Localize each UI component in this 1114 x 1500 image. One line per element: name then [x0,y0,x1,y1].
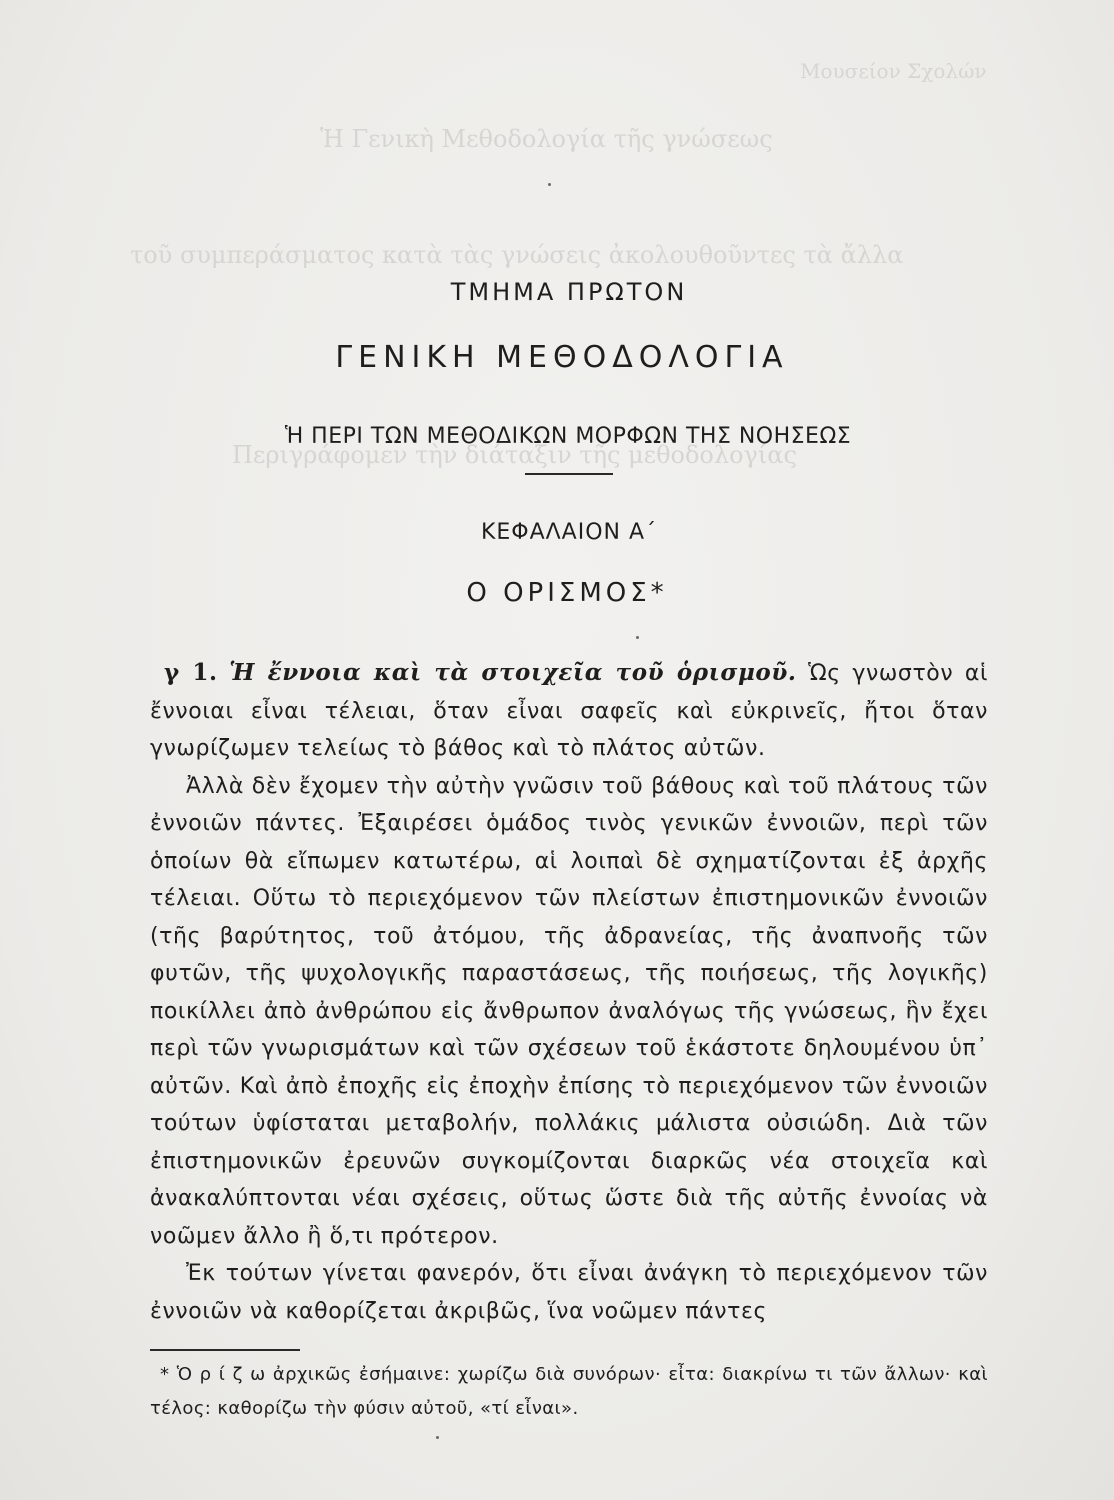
chapter-label: ΚΕΦΑΛΑΙΟΝ Α΄ [480,520,658,545]
speck [436,1436,439,1439]
section-number: γ 1. [164,659,218,686]
bleed-through-line: Μουσείον Σχολών [800,59,987,83]
speck [636,636,639,639]
paragraph: Ἐκ τούτων γίνεται φανερόν, ὅτι εἶναι ἀνάγκη τὸ περιεχόμενον τῶν ἐννοιῶν νὰ καθορίζεται ἀκριβῶς, ἵνα νοῶμεν πάντες [150,1261,988,1324]
bleed-through-line: Ἡ Γενικὴ Μεθοδολογία τῆς γνώσεως [320,125,773,153]
subtitle: Ἡ ΠΕΡΙ ΤΩΝ ΜΕΘΟΔΙΚΩΝ ΜΟΡΦΩΝ ΤΗΣ ΝΟΗΣΕΩΣ [284,424,852,449]
main-title: ΓΕΝΙΚΗ ΜΕΘΟΔΟΛΟΓΙΑ [335,340,789,375]
series-title: ΤΜΗΜΑ ΠΡΩΤΟΝ [450,278,688,306]
paragraph [150,654,988,768]
footnote-divider [150,1349,300,1351]
paragraph-text: Ὡς γνωστὸν αἱ ἔννοιαι εἶναι τέλειαι, ὅταν εἶναι σαφεῖς καὶ εὐκρινεῖς, ἤτοι ὅταν γνωρίζωμεν τελείως τὸ βάθος καὶ τὸ πλάτος αὐτῶν. [150,661,988,761]
bleed-through-line: Περιγράφομεν τὴν διάταξιν τῆς μεθοδολογίας [232,441,797,469]
section-heading: Ἡ ἔννοια καὶ τὰ στοιχεῖα τοῦ ὁρισμοῦ. [229,659,797,686]
speck [548,183,551,186]
title-divider [525,473,613,475]
chapter-title: Ο ΟΡΙΣΜΟΣ* [466,578,668,608]
body-text [150,654,988,1330]
bleed-through-line: τοῦ συμπεράσματος κατὰ τὰς γνώσεις ἀκολουθοῦντες τὰ ἄλλα [130,241,904,269]
footnote: * Ὁ ρ ί ζ ω ἀρχικῶς ἐσήμαινε: χωρίζω διὰ συνόρων· εἶτα: διακρίνω τι τῶν ἄλλων· καὶ τέλος: καθορίζω τὴν φύσιν αὐτοῦ, «τί εἶναι». [150,1364,988,1419]
paragraph: Ἀλλὰ δὲν ἔχομεν τὴν αὐτὴν γνῶσιν τοῦ βάθους καὶ τοῦ πλάτους τῶν ἐννοιῶν πάντες. Ἐξαιρέσει ὁμάδος τινὸς γενικῶν ἐννοιῶν, περὶ τῶν ὁποίων θὰ εἴπωμεν κατωτέρω, αἱ λοιπαὶ δὲ σχηματίζονται ἐξ ἀρχῆς τέλειαι. Οὕτω τὸ περιεχόμενον τῶν πλείστων ἐπιστημονικῶν ἐννοιῶν (τῆς βαρύτητος, τοῦ ἀτόμου, τῆς ἀδρανείας, τῆς ἀναπνοῆς τῶν φυτῶν, τῆς ψυχολογικῆς παραστάσεως, τῆς ποιήσεως, τῆς λογικῆς) ποικίλλει ἀπὸ ἀνθρώπου εἰς ἄνθρωπον ἀναλόγως τῆς γνώσεως, ἣν ἔχει περὶ τῶν γνωρισμάτων καὶ τῶν σχέσεων τοῦ ἑκάστοτε δηλουμένου ὑπ᾿ αὐτῶν. Καὶ ἀπὸ ἐποχῆς εἰς ἐποχὴν ἐπίσης τὸ περιεχόμενον τῶν ἐννοιῶν τούτων ὑφίσταται μεταβολήν, πολλάκις μάλιστα οὐσιώδη. Διὰ τῶν ἐπιστημονικῶν ἐρευνῶν συγκομίζονται διαρκῶς νέα στοιχεῖα καὶ ἀνακαλύπτονται νέαι σχέσεις, οὕτως ὥστε διὰ τῆς αὐτῆς ἐννοίας νὰ νοῶμεν ἄλλο ἢ ὅ,τι πρότερον. [150,773,988,1249]
